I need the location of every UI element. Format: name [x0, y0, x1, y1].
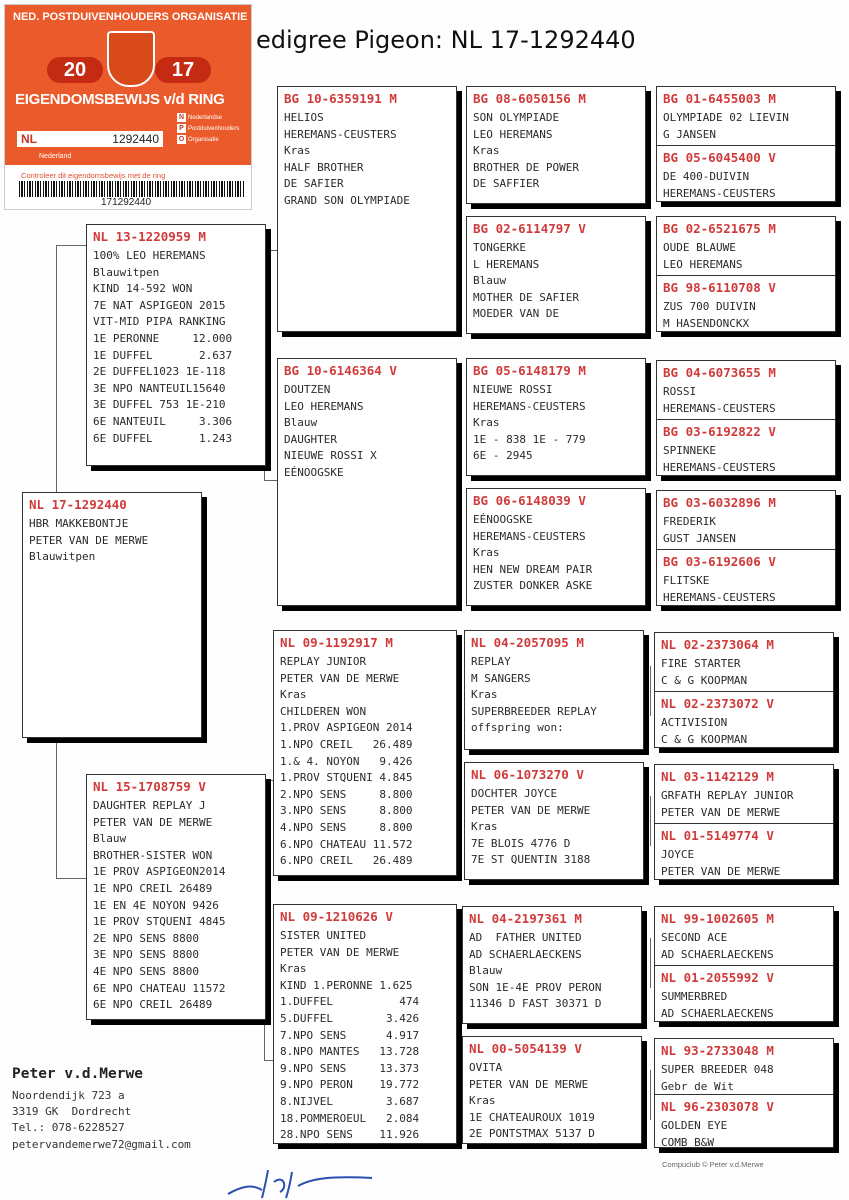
pedigree-card-g7 — [657, 491, 835, 549]
card-line: 7.NPO SENS 4.917 — [280, 1028, 420, 1042]
owner-address: Noordendijk 723 a — [12, 1089, 125, 1102]
npo-line: Nederlandse — [188, 115, 223, 121]
card-line: Blauw — [93, 832, 127, 846]
card-line: ACTIVISION — [661, 716, 728, 729]
card-line: GOLDEN EYE — [661, 1119, 728, 1132]
card-line: HEREMANS-CEUSTERS — [663, 186, 776, 200]
card-line: 1E DUFFEL 2.637 — [93, 348, 233, 362]
ring-number: BG 08-6050156 M — [473, 91, 586, 106]
connector-line — [458, 410, 459, 540]
pedigree-card-g9 — [655, 633, 833, 691]
pedigree-card-sss — [466, 86, 646, 204]
certificate-npo — [177, 113, 252, 146]
card-line: KIND 1.PERONNE 1.625 — [280, 978, 413, 992]
card-line: C & G KOOPMAN — [661, 673, 748, 687]
ring-number: BG 04-6073655 M — [663, 365, 776, 380]
card-line: 7E BLOIS 4776 D — [471, 836, 571, 850]
card-line: FREDERIK — [663, 515, 716, 528]
card-line: COMB B&W — [661, 1135, 714, 1148]
card-line: 1.NPO CREIL 26.489 — [280, 737, 413, 751]
card-line: SPINNEKE — [663, 444, 716, 457]
card-line: 1E PROV STQUENI 4845 — [93, 915, 226, 929]
card-line: HALF BROTHER — [284, 160, 364, 174]
connector-line — [56, 245, 86, 246]
pedigree-card-g8 — [657, 549, 835, 606]
card-line: HEREMANS-CEUSTERS — [473, 529, 586, 543]
card-line: 1.PROV STQUENI 4.845 — [280, 771, 413, 785]
card-line: FLITSKE — [663, 574, 710, 587]
card-line: LEO HEREMANS — [284, 399, 364, 413]
card-line: 2E NPO SENS 8800 — [93, 931, 199, 945]
card-line: 1E CHATEAUROUX 1019 — [469, 1110, 595, 1124]
card-line: ROSSI — [663, 385, 697, 398]
card-line: M SANGERS — [471, 671, 531, 685]
pedigree-pair-5 — [654, 632, 834, 748]
card-line: 2E DUFFEL1023 1E-118 — [93, 365, 226, 379]
connector-line — [650, 522, 651, 572]
ring-number: BG 02-6114797 V — [473, 221, 586, 236]
card-line: Kras — [280, 962, 307, 976]
pedigree-card-sire-sire — [277, 86, 457, 332]
card-line: Kras — [473, 416, 500, 430]
card-line: L HEREMANS — [473, 257, 540, 271]
card-line: SISTER UNITED — [280, 929, 367, 942]
ring-number: BG 02-6521675 M — [663, 221, 776, 236]
pedigree-card-g6 — [657, 419, 835, 476]
card-line: 6.NPO CREIL 26.489 — [280, 854, 413, 868]
ring-number: BG 98-6110708 V — [663, 280, 776, 295]
card-line: AD SCHAERLAECKENS — [661, 947, 774, 961]
card-lines — [280, 928, 450, 1144]
ring-number: NL 09-1192917 M — [280, 635, 393, 650]
pedigree-card-g13 — [655, 907, 833, 965]
connector-line — [650, 120, 651, 170]
pedigree-card-g1 — [657, 87, 835, 145]
pedigree-card-dam-dam — [273, 904, 457, 1144]
card-line: Kras — [471, 820, 498, 834]
card-line: FIRE STARTER — [661, 657, 741, 670]
card-line: 8.NPO MANTES 13.728 — [280, 1045, 420, 1059]
card-line: DAUGHTER — [284, 432, 337, 446]
card-line: 1E PERONNE 12.000 — [93, 331, 233, 345]
pedigree-card-sire-dam — [277, 358, 457, 606]
pedigree-card-dam-sire — [273, 630, 457, 876]
certificate-country: NL — [17, 131, 61, 147]
card-line: SON OLYMPIADE — [473, 111, 560, 124]
card-line: SUMMERBRED — [661, 990, 728, 1003]
pedigree-card-g10 — [655, 691, 833, 748]
card-line: 3E NPO NANTEUIL15640 — [93, 381, 226, 395]
ring-number: NL 15-1708759 V — [93, 779, 206, 794]
card-line: Gebr de Wit — [661, 1079, 734, 1093]
card-line: 9.NPO SENS 13.373 — [280, 1061, 420, 1075]
pedigree-pair-3 — [656, 360, 836, 476]
pedigree-card-g2 — [657, 145, 835, 202]
certificate-land: Nederland — [39, 153, 72, 160]
card-line: OUDE BLAUWE — [663, 241, 736, 254]
ring-number: NL 04-2057095 M — [471, 635, 584, 650]
ring-number: BG 03-6192606 V — [663, 554, 776, 569]
ring-number: NL 03-1142129 M — [661, 769, 774, 784]
footer-credit: Compuclub © Peter v.d.Merwe — [662, 1160, 764, 1169]
pedigree-card-subject — [22, 492, 202, 738]
card-line: 7E NAT ASPIGEON 2015 — [93, 298, 226, 312]
owner-phone: Tel.: 078-6228527 — [12, 1121, 125, 1135]
ring-number: BG 10-6146364 V — [284, 363, 397, 378]
card-line: 5.DUFFEL 3.426 — [280, 1011, 420, 1025]
card-line: 8.NIJVEL 3.687 — [280, 1094, 420, 1108]
connector-line — [458, 680, 459, 820]
card-line: 1E NPO CREIL 26489 — [93, 881, 213, 895]
connector-line — [650, 666, 651, 716]
card-line: 9.NPO PERON 19.772 — [280, 1078, 420, 1092]
pedigree-pair-4 — [656, 490, 836, 606]
card-line: 1.PROV ASPIGEON 2014 — [280, 721, 413, 735]
connector-line — [650, 1070, 651, 1120]
card-line: Blauwitpen — [29, 550, 96, 564]
certificate-title: EIGENDOMSBEWIJS v/d RING — [15, 91, 225, 108]
card-line: 6.NPO CHATEAU 11.572 — [280, 837, 413, 851]
certificate-org: NED. POSTDUIVENHOUDERS ORGANISATIE — [13, 11, 248, 23]
card-line: MOEDER VAN DE — [473, 307, 560, 321]
card-line: GRFATH REPLAY JUNIOR — [661, 789, 794, 802]
card-line: TONGERKE — [473, 241, 526, 254]
card-line: HEREMANS-CEUSTERS — [663, 401, 776, 415]
card-line: DAUGHTER REPLAY J — [93, 799, 206, 812]
card-line: NIEUWE ROSSI X — [284, 449, 377, 463]
npo-letter: O — [178, 136, 185, 143]
card-line: G JANSEN — [663, 127, 716, 141]
connector-line — [650, 938, 651, 988]
card-line: offspring won: — [471, 721, 564, 735]
ring-number: NL 02-2373072 V — [661, 696, 774, 711]
card-line: Blauw — [469, 964, 503, 978]
certificate-year-left: 20 — [47, 57, 103, 83]
ring-number: BG 03-6032896 M — [663, 495, 776, 510]
ownership-certificate — [4, 4, 252, 210]
card-lines — [284, 110, 450, 210]
card-line: JOYCE — [661, 848, 695, 861]
card-line: HBR MAKKEBONTJE — [29, 517, 129, 530]
ring-number: NL 96-2303078 V — [661, 1099, 774, 1114]
card-line: 6E NANTEUIL 3.306 — [93, 414, 233, 428]
ring-number: NL 04-2197361 M — [469, 911, 582, 926]
ring-number: BG 10-6359191 M — [284, 91, 397, 106]
card-line: 6E NPO CHATEAU 11572 — [93, 981, 226, 995]
card-line: 1.DUFFEL 474 — [280, 995, 420, 1009]
card-line: HEN NEW DREAM PAIR — [473, 562, 593, 576]
pedigree-card-g3 — [657, 217, 835, 275]
card-line: PETER VAN DE MERWE — [661, 864, 781, 878]
ring-number: NL 13-1220959 M — [93, 229, 206, 244]
pedigree-card-ssd — [466, 216, 646, 334]
card-line: HEREMANS-CEUSTERS — [284, 127, 397, 141]
card-line: 2E PONTSTMAX 5137 D — [469, 1127, 595, 1141]
card-line: Kras — [284, 144, 311, 158]
certificate-control-text: Controleer dit eigendomsbewijs met de ring — [21, 171, 166, 180]
pedigree-card-g14 — [655, 965, 833, 1022]
card-line: REPLAY JUNIOR — [280, 655, 367, 668]
card-lines — [93, 248, 259, 447]
card-line: 28.NPO SENS 11.926 — [280, 1128, 420, 1142]
card-line: LEO HEREMANS — [473, 127, 553, 141]
card-line: 7E ST QUENTIN 3188 — [471, 853, 591, 867]
ring-number: NL 09-1210626 V — [280, 909, 393, 924]
card-line: DOCHTER JOYCE — [471, 787, 558, 800]
pedigree-card-g12 — [655, 823, 833, 880]
card-line: NIEUWE ROSSI — [473, 383, 553, 396]
card-line: LEO HEREMANS — [663, 257, 743, 271]
card-line: GUST JANSEN — [663, 531, 736, 545]
pedigree-card-dam — [86, 774, 266, 1020]
card-line: SON 1E-4E PROV PERON — [469, 980, 602, 994]
certificate-year-right: 17 — [155, 57, 211, 83]
connector-line — [264, 480, 278, 481]
owner-email: petervandemerwe72@gmail.com — [12, 1137, 191, 1151]
ring-number: NL 01-5149774 V — [661, 828, 774, 843]
connector-line — [56, 738, 57, 878]
signature-icon — [222, 1160, 382, 1200]
connector-line — [650, 250, 651, 300]
owner-city: 3319 GK Dordrecht — [12, 1105, 132, 1119]
card-line: Kras — [469, 1094, 496, 1108]
ring-number: NL 01-2055992 V — [661, 970, 774, 985]
card-line: HEREMANS-CEUSTERS — [663, 590, 776, 604]
card-line: 6E DUFFEL 1.243 — [93, 431, 233, 445]
connector-line — [458, 950, 459, 1080]
card-lines — [284, 382, 450, 482]
npo-letter: P — [177, 124, 186, 133]
pedigree-card-sds — [466, 358, 646, 476]
card-line: PETER VAN DE MERWE — [280, 945, 400, 959]
card-line: KIND 14-592 WON — [93, 282, 193, 296]
ring-number: NL 00-5054139 V — [469, 1041, 582, 1056]
card-line: OLYMPIADE 02 LIEVIN — [663, 111, 789, 124]
pedigree-card-sdd — [466, 488, 646, 606]
card-line: 1E EN 4E NOYON 9426 — [93, 898, 219, 912]
barcode-icon — [19, 181, 245, 197]
card-line: VIT-MID PIPA RANKING — [93, 315, 226, 329]
card-line: ZUSTER DONKER ASKE — [473, 579, 593, 593]
ring-number: BG 03-6192822 V — [663, 424, 776, 439]
card-lines — [29, 516, 195, 566]
card-line: HEREMANS-CEUSTERS — [473, 399, 586, 413]
card-line: 3E DUFFEL 753 1E-210 — [93, 398, 226, 412]
card-line: OVITA — [469, 1061, 503, 1074]
ring-number: NL 06-1073270 V — [471, 767, 584, 782]
card-line: AD SCHAERLAECKENS — [469, 947, 582, 961]
page-title: edigree Pigeon: NL 17-1292440 — [256, 26, 636, 54]
ring-number: BG 06-6148039 V — [473, 493, 586, 508]
npo-letter: N — [178, 114, 185, 121]
connector-line — [56, 878, 86, 879]
card-line: PETER VAN DE MERWE — [93, 815, 213, 829]
card-line: GRAND SON OLYMPIADE — [284, 193, 410, 207]
certificate-number: 1292440 — [59, 131, 163, 147]
lion-crest-icon — [107, 31, 155, 87]
connector-line — [650, 392, 651, 442]
connector-line — [650, 796, 651, 846]
barcode-number: 171292440 — [101, 197, 152, 208]
card-line: Kras — [471, 688, 498, 702]
card-line: EÉNOOGSKE — [473, 513, 533, 526]
card-line: Blauw — [473, 274, 507, 288]
ring-number: NL 93-2733048 M — [661, 1043, 774, 1058]
card-line: MOTHER DE SAFIER — [473, 290, 579, 304]
card-line: 1E - 838 1E - 779 — [473, 432, 586, 446]
card-line: DOUTZEN — [284, 383, 331, 396]
ring-number: BG 05-6148179 M — [473, 363, 586, 378]
card-line: AD FATHER UNITED — [469, 931, 582, 944]
card-line: CHILDEREN WON — [280, 704, 367, 718]
pedigree-pair-6 — [654, 764, 834, 880]
card-line: DE SAFIER — [284, 177, 344, 191]
card-line: EÉNOOGSKE — [284, 465, 344, 479]
ring-number: NL 02-2373064 M — [661, 637, 774, 652]
ring-number: BG 05-6045400 V — [663, 150, 776, 165]
card-line: HEREMANS-CEUSTERS — [663, 460, 776, 474]
card-line: 4E NPO SENS 8800 — [93, 964, 199, 978]
npo-line: Organisatie — [188, 137, 219, 143]
card-line: SECOND ACE — [661, 931, 728, 944]
card-line: 6E NPO CREIL 26489 — [93, 998, 213, 1012]
card-line: Blauwitpen — [93, 265, 160, 279]
card-line: PETER VAN DE MERWE — [280, 671, 400, 685]
card-line: ZUS 700 DUIVIN — [663, 300, 756, 313]
card-line: AD SCHAERLAECKENS — [661, 1006, 774, 1020]
card-line: PETER VAN DE MERWE — [661, 805, 781, 819]
pedigree-card-g5 — [657, 361, 835, 419]
card-line: HELIOS — [284, 111, 324, 124]
card-line: PETER VAN DE MERWE — [29, 533, 149, 547]
pedigree-pair-1 — [656, 86, 836, 202]
pedigree-card-sire — [86, 224, 266, 466]
card-line: 2.NPO SENS 8.800 — [280, 787, 413, 801]
card-line: 11346 D FAST 30371 D — [469, 997, 602, 1011]
card-line: Blauw — [284, 416, 318, 430]
ring-number: BG 01-6455003 M — [663, 91, 776, 106]
pedigree-pair-2 — [656, 216, 836, 332]
pedigree-pair-7 — [654, 906, 834, 1022]
card-line: C & G KOOPMAN — [661, 732, 748, 746]
pedigree-card-dsd — [464, 762, 644, 880]
owner-name: Peter v.d.Merwe — [12, 1066, 143, 1082]
pedigree-card-g11 — [655, 765, 833, 823]
card-line: BROTHER-SISTER WON — [93, 848, 213, 862]
card-line: M HASENDONCKX — [663, 316, 750, 330]
pedigree-card-g16 — [655, 1094, 833, 1148]
connector-line — [56, 245, 57, 493]
card-line: REPLAY — [471, 655, 511, 668]
card-line: 3.NPO SENS 8.800 — [280, 804, 413, 818]
card-line: 1E PROV ASPIGEON2014 — [93, 865, 226, 879]
card-line: SUPER BREEDER 048 — [661, 1063, 774, 1076]
card-line: 6E - 2945 — [473, 449, 533, 463]
card-line: PETER VAN DE MERWE — [469, 1077, 589, 1091]
card-line: 100% LEO HEREMANS — [93, 249, 206, 262]
card-line: 18.POMMEROEUL 2.084 — [280, 1111, 420, 1125]
npo-line: Postduivenhouders — [188, 126, 240, 132]
pedigree-card-g15 — [655, 1039, 833, 1094]
card-line: SUPERBREEDER REPLAY — [471, 704, 597, 718]
card-line: Kras — [473, 144, 500, 158]
ring-number: NL 99-1002605 M — [661, 911, 774, 926]
card-line: DE 400-DUIVIN — [663, 170, 750, 183]
owner-info — [12, 1066, 191, 1153]
card-line: DE SAFFIER — [473, 177, 540, 191]
card-line: Kras — [473, 546, 500, 560]
pedigree-card-dss — [464, 630, 644, 750]
pedigree-card-g4 — [657, 275, 835, 332]
card-line: Kras — [280, 688, 307, 702]
card-lines — [280, 654, 450, 870]
pedigree-card-ddd — [462, 1036, 642, 1144]
connector-line — [264, 250, 278, 251]
card-line: BROTHER DE POWER — [473, 160, 579, 174]
ring-number: NL 17-1292440 — [29, 497, 127, 512]
card-line: PETER VAN DE MERWE — [471, 803, 591, 817]
pedigree-card-dds — [462, 906, 642, 1024]
card-line: 4.NPO SENS 8.800 — [280, 820, 413, 834]
card-line: 3E NPO SENS 8800 — [93, 948, 199, 962]
pedigree-pair-8 — [654, 1038, 834, 1148]
connector-line — [458, 140, 459, 270]
card-line: 1.& 4. NOYON 9.426 — [280, 754, 413, 768]
card-lines — [93, 798, 259, 1014]
